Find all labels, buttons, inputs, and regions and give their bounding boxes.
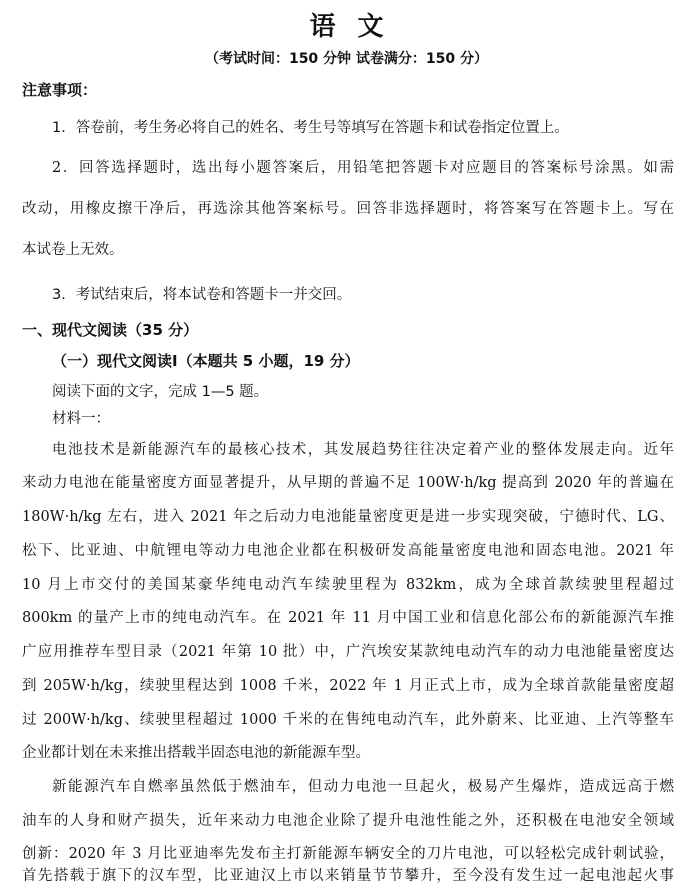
notice-item-2-line-2: 改动，用橡皮擦干净后，再选涂其他答案标号。回答非选择题时，将答案写在答题卡上。写在 (22, 201, 674, 217)
notice-item-3: 3．考试结束后，将本试卷和答题卡一并交回。 (52, 287, 352, 303)
section-subheading: （一）现代文阅读Ⅰ（本题共 5 小题，19 分） (52, 352, 360, 370)
passage-line: 800km 的量产上市的纯电动汽车。在 2021 年 11 月中国工业和信息化部公布的新能源汽车推 (22, 610, 674, 626)
notice-heading: 注意事项： (22, 81, 98, 99)
passage-line: 到 205W·h/kg，续驶里程达到 1008 千米，2022 年 1 月正式上市，成为全球首款能量密度超 (22, 678, 674, 694)
passage-line: 来动力电池在能量密度方面显著提升，从早期的普遍不足 100W·h/kg 提高到 2020 年的普遍在 (22, 475, 674, 491)
notice-item-1: 1．答卷前，考生务必将自己的姓名、考生号等填写在答题卡和试卷指定位置上。 (52, 120, 569, 136)
passage-line: 企业都计划在未来推出搭载半固态电池的新能源车型。 (22, 745, 370, 761)
exam-info: （考试时间：150 分钟 试卷满分：150 分） (204, 51, 489, 67)
page-title: 语文 (309, 12, 406, 42)
section-heading: 一、现代文阅读（35 分） (22, 321, 199, 339)
passage-line: 电池技术是新能源汽车的最核心技术，其发展趋势往往决定着产业的整体发展走向。近年 (52, 442, 674, 458)
passage-line: 首先搭载于旗下的汉车型，比亚迪汉上市以来销量节节攀升，至今没有发生过一起电池起火事 (22, 868, 674, 884)
material-label: 材料一： (52, 411, 110, 427)
passage-line: 创新：2020 年 3 月比亚迪率先发布主打新能源车辆安全的刀片电池，可以轻松完成针刺试验， (22, 846, 674, 862)
passage-line: 新能源汽车自燃率虽然低于燃油车，但动力电池一旦起火，极易产生爆炸，造成远高于燃 (52, 779, 674, 795)
notice-item-2-line-3: 本试卷上无效。 (22, 242, 124, 258)
passage-line: 180W·h/kg 左右，进入 2021 年之后动力电池能量密度更是进一步实现突破，宁德时代、LG、 (22, 509, 674, 525)
notice-item-2-line-1: 2．回答选择题时，选出每小题答案后，用铅笔把答题卡对应题目的答案标号涂黑。如需 (52, 160, 674, 176)
passage-line: 10 月上市交付的美国某豪华纯电动汽车续驶里程为 832km，成为全球首款续驶里程超过 (22, 577, 674, 593)
passage-line: 广应用推荐车型目录（2021 年第 10 批）中，广汽埃安某款纯电动汽车的动力电池能量密度达 (22, 644, 674, 660)
passage-line: 过 200W·h/kg、续驶里程超过 1000 千米的在售纯电动汽车，此外蔚来、比亚迪、上汽等整车 (22, 712, 674, 728)
passage-line: 油车的人身和财产损失，近年来动力电池企业除了提升电池性能之外，还积极在电池安全领域 (22, 813, 674, 829)
reading-instruction: 阅读下面的文字，完成 1—5 题。 (52, 384, 269, 400)
passage-line: 松下、比亚迪、中航锂电等动力电池企业都在积极研发高能量密度电池和固态电池。2021 年 (22, 543, 674, 559)
